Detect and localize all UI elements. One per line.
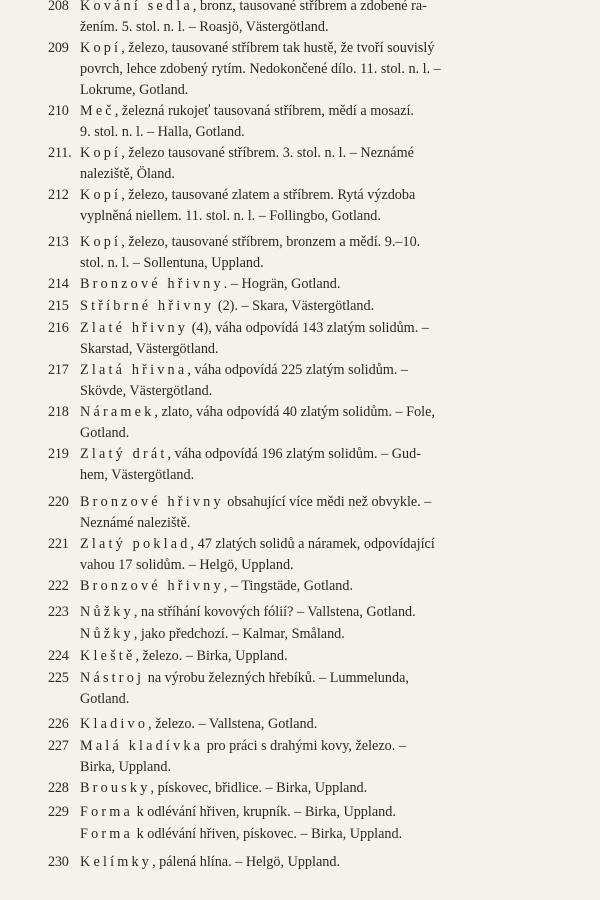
catalog-entry [48,143,518,185]
entry-line-text: , zlato, váha odpovídá 40 zlatým solidům. – Fole, [154,404,435,420]
entry-term: Brousky [80,780,151,796]
entry-number: 230 [48,854,69,870]
entry-text [80,318,518,360]
entry-term: Bronzové hřivny [80,578,224,594]
entry-term: Kopí [80,145,122,161]
entry-term: Zlaté hřivny [80,320,189,336]
entry-line [80,824,518,845]
entry-line-text: , 47 zlatých solidů a náramek, odpovídající [190,536,435,552]
entry-term: Meč [80,103,115,119]
entry-text [80,534,518,576]
entry-line-text: , váha odpovídá 196 zlatým solidům. – Gud- [167,446,421,462]
entry-number: 225 [48,670,69,686]
entry-line-text: (2). – Skara, Västergötland. [214,298,375,314]
entry-line-text: Skövde, Västergötland. [80,383,213,399]
catalog-entry [48,444,518,486]
entry-line [80,381,518,402]
entry-line-text: naleziště, Öland. [80,166,175,182]
entry-text [80,736,518,778]
entry-term: Náramek [80,404,155,420]
entry-line [80,534,518,555]
entry-line [80,513,518,534]
entry-line [80,339,518,360]
entry-line [80,444,518,465]
entry-line [80,318,518,339]
entry-line [80,80,518,101]
entry-number: 217 [48,362,69,378]
entry-text [80,714,518,735]
entry-term: Bronzové hřivny [80,276,224,292]
entry-line [80,274,518,295]
entry-text [80,802,518,823]
entry-line-text: , železná rukojeť tausovaná stříbrem, mědí a mosazí. [114,103,414,119]
entry-line-text: , bronz, tausované stříbrem a zdobené ra- [192,0,427,14]
catalog-entry [48,668,518,710]
entry-line [80,736,518,757]
entry-text [80,38,518,101]
entry-line-text: vyplněná niellem. 11. stol. n. l. – Follingbo, Gotland. [80,208,381,224]
entry-text [80,646,518,667]
entry-number: 214 [48,276,69,292]
catalog-entry [48,296,518,317]
entry-term: Kopí [80,187,122,203]
entry-term: Kování sedla [80,0,193,14]
catalog-entry [48,0,518,38]
entry-line-text: stol. n. l. – Sollentuna, Uppland. [80,255,264,271]
entry-text [80,185,518,227]
entry-line-text: žením. 5. stol. n. l. – Roasjö, Västergötland. [80,19,329,35]
catalog-entry [48,402,518,444]
catalog-entry [48,318,518,360]
entry-line [80,164,518,185]
entry-line [80,402,518,423]
entry-line-text: na výrobu železných hřebíků. – Lummelunda, [144,670,409,686]
entry-text [80,576,518,597]
entry-line [80,802,518,823]
entry-term: Kleště [80,648,136,664]
catalog-entry [48,824,518,845]
entry-line-text: Birka, Uppland. [80,759,172,775]
entry-line-text: Lokrume, Gotland. [80,82,189,98]
entry-line-text: hem, Västergötland. [80,467,195,483]
entry-line-text: obsahující více mědi než obvykle. – [223,494,432,510]
entry-number: 223 [48,604,69,620]
entry-line-text: , železo, tausované stříbrem tak hustě, že tvoří souvislý [121,40,435,56]
entry-term: Kopí [80,40,122,56]
entry-line [80,360,518,381]
entry-term: Zlatý drát [80,446,168,462]
entry-term: Malá kladívka [80,738,204,754]
entry-number: 228 [48,780,69,796]
entry-number: 224 [48,648,69,664]
catalog-entry [48,492,518,534]
entry-line-text: , pískovec, břidlice. – Birka, Uppland. [150,780,368,796]
entry-number: 211. [48,145,72,161]
entry-text [80,602,518,623]
entry-line-text: Gotland. [80,425,130,441]
entry-number: 222 [48,578,69,594]
entry-text [80,274,518,295]
entry-number: 210 [48,103,69,119]
entry-line-text: , pálená hlína. – Helgö, Uppland. [152,854,340,870]
entry-line-text: Skarstad, Västergötland. [80,341,219,357]
catalog-entry [48,360,518,402]
catalog-entry [48,534,518,576]
entry-line [80,185,518,206]
entry-number: 227 [48,738,69,754]
catalog-entry [48,646,518,667]
entry-line [80,646,518,667]
entry-line-text: , – Tingstäde, Gotland. [223,578,354,594]
entry-line [80,689,518,710]
entry-line [80,38,518,59]
entry-line [80,101,518,122]
catalog-entry [48,852,518,873]
entry-line [80,714,518,735]
entry-text [80,143,518,185]
entry-text [80,668,518,710]
entry-line-text: povrch, lehce zdobený rytím. Nedokončené dílo. 11. stol. n. l. – [80,61,441,77]
entry-term: Kladivo [80,716,149,732]
entry-text [80,0,518,38]
entry-text [80,824,518,845]
entry-number: 218 [48,404,69,420]
entry-line-text: k odlévání hřiven, pískovec. – Birka, Uppland. [133,826,403,842]
entry-line [80,602,518,623]
entry-line-text: , železo, tausované stříbrem, bronzem a mědí. 9.–10. [121,234,421,250]
entry-line-text: 9. stol. n. l. – Halla, Gotland. [80,124,245,140]
entry-term: Forma [80,804,134,820]
entry-line [80,122,518,143]
entry-text [80,402,518,444]
entry-line-text: Neznámé naleziště. [80,515,191,531]
entry-number: 212 [48,187,69,203]
entry-line [80,852,518,873]
entry-line-text: vahou 17 solidům. – Helgö, Uppland. [80,557,294,573]
entry-number: 221 [48,536,69,552]
entry-term: Stříbrné hřivny [80,298,215,314]
entry-line [80,555,518,576]
entry-term: Kelímky [80,854,153,870]
catalog-entry [48,736,518,778]
entry-line [80,17,518,38]
entry-line-text: , váha odpovídá 225 zlatým solidům. – [187,362,409,378]
entry-term: Kopí [80,234,122,250]
entry-line [80,624,518,645]
catalog-entry [48,714,518,735]
entry-term: Zlatá hřivna [80,362,188,378]
entry-term: Nástroj [80,670,145,686]
entry-line [80,59,518,80]
catalog-entry [48,624,518,645]
entry-line-text: (4), váha odpovídá 143 zlatým solidům. – [188,320,429,336]
entry-line-text: pro práci s drahými kovy, železo. – [203,738,406,754]
entry-text [80,101,518,143]
entry-line [80,576,518,597]
entry-text [80,778,518,799]
entry-text [80,232,518,274]
entry-text [80,296,518,317]
entry-line [80,778,518,799]
entry-number: 220 [48,494,69,510]
entry-text [80,360,518,402]
catalog-entry [48,602,518,623]
entry-line-text: k odlévání hřiven, krupník. – Birka, Uppland. [133,804,396,820]
entry-line-text: . – Hogrän, Gotland. [223,276,341,292]
catalog-entry [48,576,518,597]
entry-line [80,143,518,164]
entry-line [80,0,518,17]
catalog-entry [48,101,518,143]
entry-number: 219 [48,446,69,462]
entry-term: Nůžky [80,626,134,642]
entry-line-text: , železo. – Vallstena, Gotland. [148,716,318,732]
entry-text [80,492,518,534]
entry-line-text: Gotland. [80,691,130,707]
entry-number: 226 [48,716,69,732]
entry-line [80,423,518,444]
entry-number: 213 [48,234,69,250]
entry-line [80,492,518,513]
entry-line-text: , železo, tausované zlatem a stříbrem. Rytá výzdoba [121,187,416,203]
entry-term: Forma [80,826,134,842]
entry-number: 208 [48,0,69,14]
entry-number: 216 [48,320,69,336]
entry-term: Bronzové hřivny [80,494,224,510]
entry-term: Zlatý poklad [80,536,191,552]
entry-line [80,757,518,778]
entry-line-text: , na stříhání kovových fólií? – Vallstena, Gotland. [133,604,416,620]
entry-number: 229 [48,804,69,820]
entry-line [80,232,518,253]
entry-line [80,253,518,274]
entry-line-text: , jako předchozí. – Kalmar, Småland. [133,626,345,642]
catalog-entry [48,232,518,274]
entry-line-text: , železo tausované stříbrem. 3. stol. n. l. – Neznámé [121,145,414,161]
entry-text [80,444,518,486]
entry-line-text: , železo. – Birka, Uppland. [135,648,288,664]
entry-line [80,465,518,486]
entry-text [80,624,518,645]
entry-line [80,668,518,689]
catalog-entry [48,802,518,823]
catalog-entry [48,185,518,227]
entry-term: Nůžky [80,604,134,620]
entry-number: 215 [48,298,69,314]
entry-line [80,206,518,227]
catalog-entry [48,778,518,799]
catalog-entry [48,274,518,295]
entry-number: 209 [48,40,69,56]
entry-line [80,296,518,317]
catalog-entry [48,38,518,101]
entry-text [80,852,518,873]
